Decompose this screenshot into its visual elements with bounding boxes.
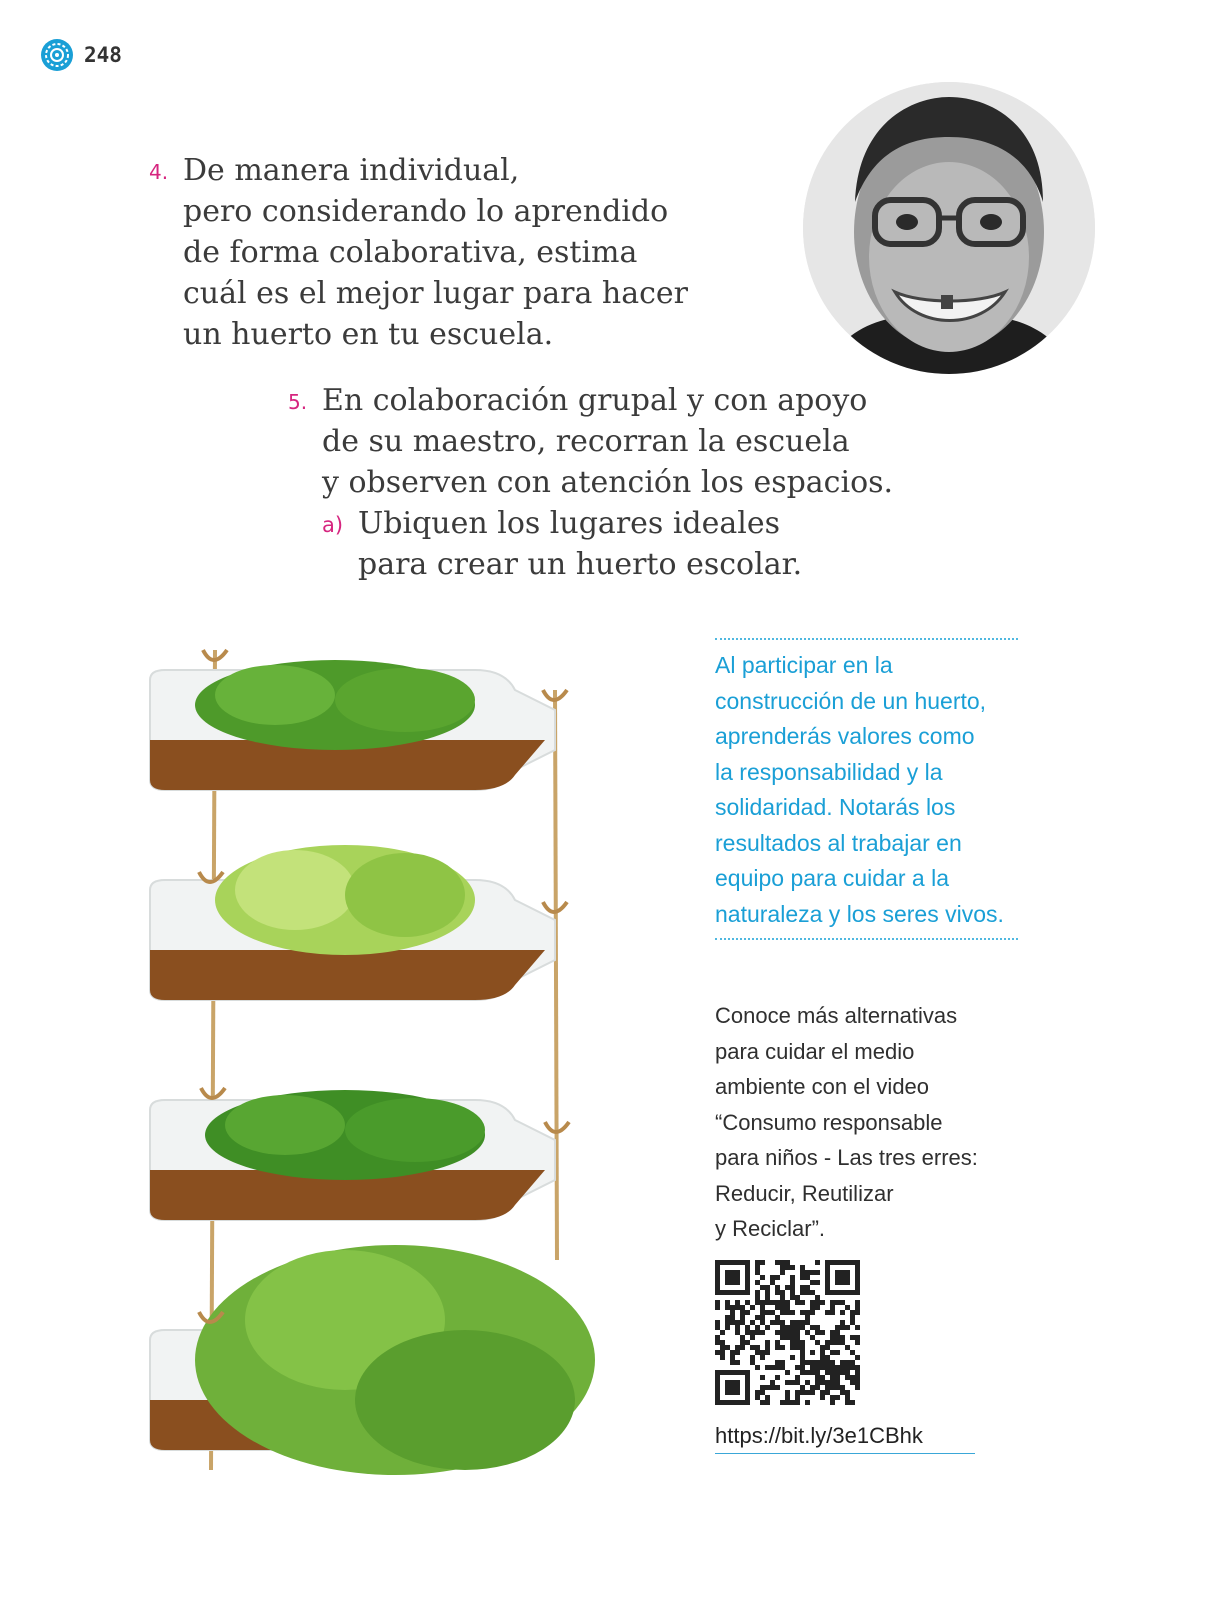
smiling-girl-illustration bbox=[803, 82, 1095, 374]
callout-line: Al participar en la bbox=[715, 652, 893, 678]
activity-line: cuál es el mejor lugar para hacer bbox=[183, 276, 688, 311]
page-number: 248 bbox=[84, 43, 122, 67]
callout-line: solidaridad. Notarás los bbox=[715, 794, 956, 820]
callout-line: equipo para cuidar a la bbox=[715, 865, 949, 891]
activity-number: 4. bbox=[149, 160, 169, 184]
activity-line: pero considerando lo aprendido bbox=[183, 194, 669, 229]
vertical-bottle-garden-illustration bbox=[145, 640, 655, 1510]
video-line: para cuidar el medio bbox=[715, 1038, 915, 1064]
callout-line: naturaleza y los seres vivos. bbox=[715, 900, 1004, 927]
video-reference bbox=[715, 998, 1015, 1247]
activity-line: En colaboración grupal y con apoyo bbox=[322, 383, 868, 418]
video-line: “Consumo responsable bbox=[715, 1109, 943, 1135]
activity-line: un huerto en tu escuela. bbox=[183, 317, 554, 352]
activity-5 bbox=[288, 380, 894, 585]
activity-line: Ubiquen los lugares ideales bbox=[358, 506, 781, 541]
callout-line: resultados al trabajar en bbox=[715, 829, 962, 856]
values-callout bbox=[715, 638, 1018, 940]
activity-5-sub-a bbox=[322, 503, 893, 585]
qr-code[interactable] bbox=[715, 1260, 860, 1405]
activity-line: para crear un huerto escolar. bbox=[358, 547, 803, 582]
bottle-planter bbox=[150, 845, 555, 1000]
student-portrait bbox=[803, 82, 1095, 374]
video-line: y Reciclar”. bbox=[715, 1216, 826, 1241]
video-line: ambiente con el video bbox=[715, 1074, 930, 1099]
bottle-planter bbox=[150, 1090, 555, 1220]
video-link[interactable]: https://bit.ly/3e1CBhk bbox=[715, 1423, 975, 1454]
sub-item-letter: a) bbox=[322, 513, 344, 537]
bottle-planter bbox=[150, 1245, 595, 1475]
sun-emblem-icon bbox=[40, 38, 74, 72]
callout-line: la responsabilidad y la bbox=[715, 758, 943, 785]
bottle-planter bbox=[150, 660, 555, 790]
activity-4 bbox=[149, 150, 688, 355]
video-line: para niños - Las tres erres: bbox=[715, 1145, 978, 1170]
page-header bbox=[40, 38, 122, 72]
activity-line: y observen con atención los espacios. bbox=[322, 465, 894, 500]
callout-line: construcción de un huerto, bbox=[715, 687, 987, 714]
video-line: Reducir, Reutilizar bbox=[715, 1180, 894, 1206]
activity-line: De manera individual, bbox=[183, 153, 520, 188]
activity-line: de su maestro, recorran la escuela bbox=[322, 424, 850, 459]
video-line: Conoce más alternativas bbox=[715, 1003, 958, 1028]
activity-number: 5. bbox=[288, 390, 308, 414]
activity-line: de forma colaborativa, estima bbox=[183, 235, 638, 270]
callout-line: aprenderás valores como bbox=[715, 723, 975, 749]
